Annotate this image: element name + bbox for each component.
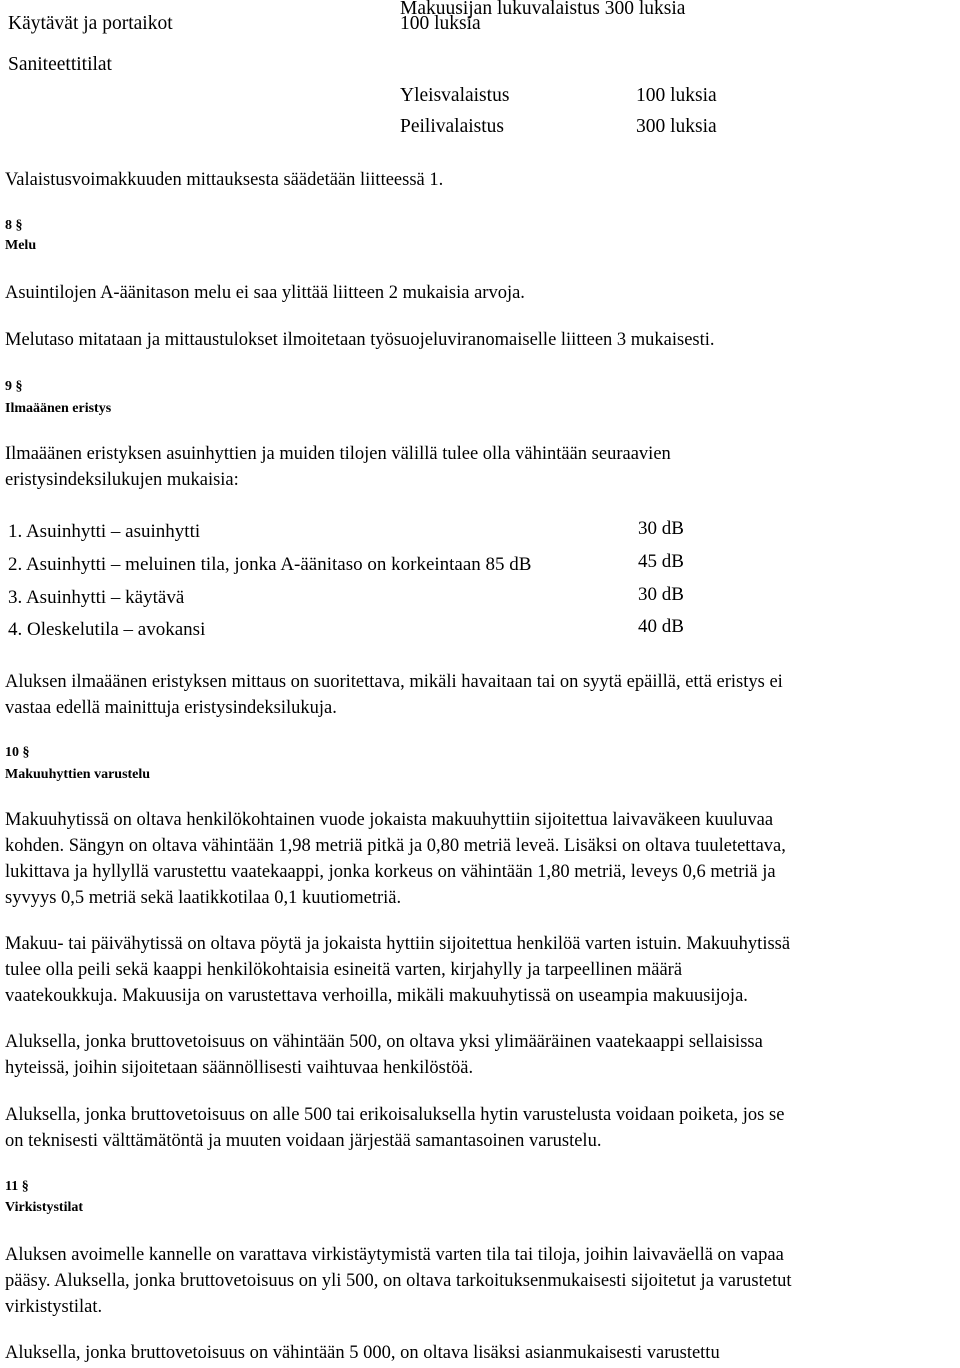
- section-number: 11: [5, 1179, 19, 1194]
- text-line: Aluksen avoimelle kannelle on varattava virkistäytymistä varten tila tai tiloja, joihin laivaväellä on vapaa: [5, 1245, 784, 1265]
- section-11-number: [5, 1177, 29, 1197]
- text-line: tulee olla peili sekä kaappi henkilökohtaisia esineitä varten, kirjahylly ja tarpeellinen määrä: [5, 960, 683, 980]
- section-9-closing: [5, 669, 953, 721]
- list-item-label: 4. Oleskelutila – avokansi: [8, 619, 206, 640]
- text-line: syvyys 0,5 metriä sekä laatikkotilaa 0,1 kuutiometriä.: [5, 888, 402, 908]
- table-cell-kaytavat: Käytävät ja portaikot: [8, 13, 173, 34]
- text-line: eristysindeksilukujen mukaisia:: [5, 470, 239, 490]
- section-10-paragraph-3: [5, 1029, 953, 1081]
- list-item-value: 30 dB: [638, 584, 684, 605]
- section-10-paragraph-1: [5, 807, 953, 911]
- section-8-paragraph-1: Asuintilojen A-äänitason melu ei saa ylittää liitteen 2 mukaisia arvoja.: [5, 283, 525, 303]
- section-symbol: §: [22, 745, 30, 760]
- section-11-paragraph-2: [5, 1340, 953, 1366]
- valaistus-note: Valaistusvoimakkuuden mittauksesta säädetään liitteessä 1.: [5, 170, 444, 190]
- section-10-title: Makuuhyttien varustelu: [5, 767, 151, 782]
- section-10-number: [5, 743, 30, 763]
- table-cell-yleisvalaistus-value: 100 luksia: [636, 85, 717, 106]
- text-line: Makuu- tai päivähytissä on oltava pöytä ja jokaista hyttiin sijoitettua henkilöä varten istuin. Makuuhytissä: [5, 934, 791, 954]
- section-number: 9: [5, 379, 12, 394]
- text-line: virkistystilat.: [5, 1297, 103, 1317]
- list-item-value: 30 dB: [638, 518, 684, 539]
- section-8-title: Melu: [5, 238, 37, 253]
- section-11-title: Virkistystilat: [5, 1200, 84, 1215]
- text-line: Ilmaäänen eristyksen asuinhyttien ja muiden tilojen välillä tulee olla vähintään seuraavien: [5, 444, 671, 464]
- section-8-number: [5, 216, 23, 236]
- text-line: vaatekoukkuja. Makuusija on varustettava verhoilla, mikäli makuuhytissä on useampia makuusijoja.: [5, 986, 748, 1006]
- text-line: Aluksella, jonka bruttovetoisuus on vähintään 500, on oltava yksi ylimääräinen vaatekaappi sellaisissa: [5, 1032, 763, 1052]
- text-line: Makuuhytissä on oltava henkilökohtainen vuode jokaista makuuhyttiin sijoitettua laivaväkeen kuuluvaa: [5, 810, 774, 830]
- list-item-value: 45 dB: [638, 551, 684, 572]
- section-8-paragraph-2: Melutaso mitataan ja mittaustulokset ilmoitetaan työsuojeluviranomaiselle liitteen 3 mukaisesti.: [5, 330, 715, 350]
- text-line: pääsy. Aluksella, jonka bruttovetoisuus on yli 500, on oltava tarkoituksenmukaisesti sijoitetut ja varustetut: [5, 1271, 792, 1291]
- text-line: Aluksella, jonka bruttovetoisuus on vähintään 5 000, on oltava lisäksi asianmukaisesti varustettu: [5, 1343, 720, 1363]
- list-item-label: 1. Asuinhytti – asuinhytti: [8, 521, 201, 542]
- section-symbol: §: [15, 379, 23, 394]
- table-cell-yleisvalaistus: Yleisvalaistus: [400, 85, 510, 106]
- section-symbol: §: [21, 1179, 29, 1194]
- section-9-title: Ilmaäänen eristys: [5, 401, 112, 416]
- table-cell-peilivalaistus-value: 300 luksia: [636, 116, 717, 137]
- table-cell-peilivalaistus: Peilivalaistus: [400, 116, 504, 137]
- text-line: on teknisesti välttämätöntä ja muuten voidaan järjestää samantasoinen varustelu.: [5, 1131, 602, 1151]
- text-line: Aluksen ilmaäänen eristyksen mittaus on suoritettava, mikäli havaitaan tai on syytä epäillä, että eristys ei: [5, 672, 783, 692]
- list-item-value: 40 dB: [638, 616, 684, 637]
- section-11-paragraph-1: [5, 1242, 953, 1320]
- section-9-intro: [5, 441, 953, 493]
- table-cell-makuusija: Makuusijan lukuvalaistus 300 luksia: [400, 0, 686, 19]
- table-cell-saniteettitilat: Saniteettitilat: [8, 54, 112, 75]
- table-cell-100-luksia: 100 luksia: [400, 13, 481, 34]
- section-number: 8: [5, 218, 12, 233]
- text-line: lukittava ja hyllyllä varustettu vaatekaappi, jonka korkeus on vähintään 1,80 metriä, leveys 0,6 metriä ja: [5, 862, 776, 882]
- text-line: hyteissä, joihin sijoitetaan säännöllisesti vaihtuvaa henkilöstöä.: [5, 1058, 474, 1078]
- section-number: 10: [5, 745, 19, 760]
- list-item-label: 2. Asuinhytti – meluinen tila, jonka A-äänitaso on korkeintaan 85 dB: [8, 554, 532, 575]
- text-line: vastaa edellä mainittuja eristysindeksilukuja.: [5, 698, 337, 718]
- text-line: Aluksella, jonka bruttovetoisuus on alle 500 tai erikoisaluksella hytin varustelusta voidaan poiketa, jos se: [5, 1105, 785, 1125]
- section-symbol: §: [15, 218, 23, 233]
- list-item-label: 3. Asuinhytti – käytävä: [8, 587, 185, 608]
- section-9-number: [5, 377, 23, 397]
- section-10-paragraph-2: [5, 931, 953, 1009]
- section-10-paragraph-4: [5, 1102, 953, 1154]
- text-line: kohden. Sängyn on oltava vähintään 1,98 metriä pitkä ja 0,80 metriä leveä. Lisäksi on oltava tuuletettava,: [5, 836, 786, 856]
